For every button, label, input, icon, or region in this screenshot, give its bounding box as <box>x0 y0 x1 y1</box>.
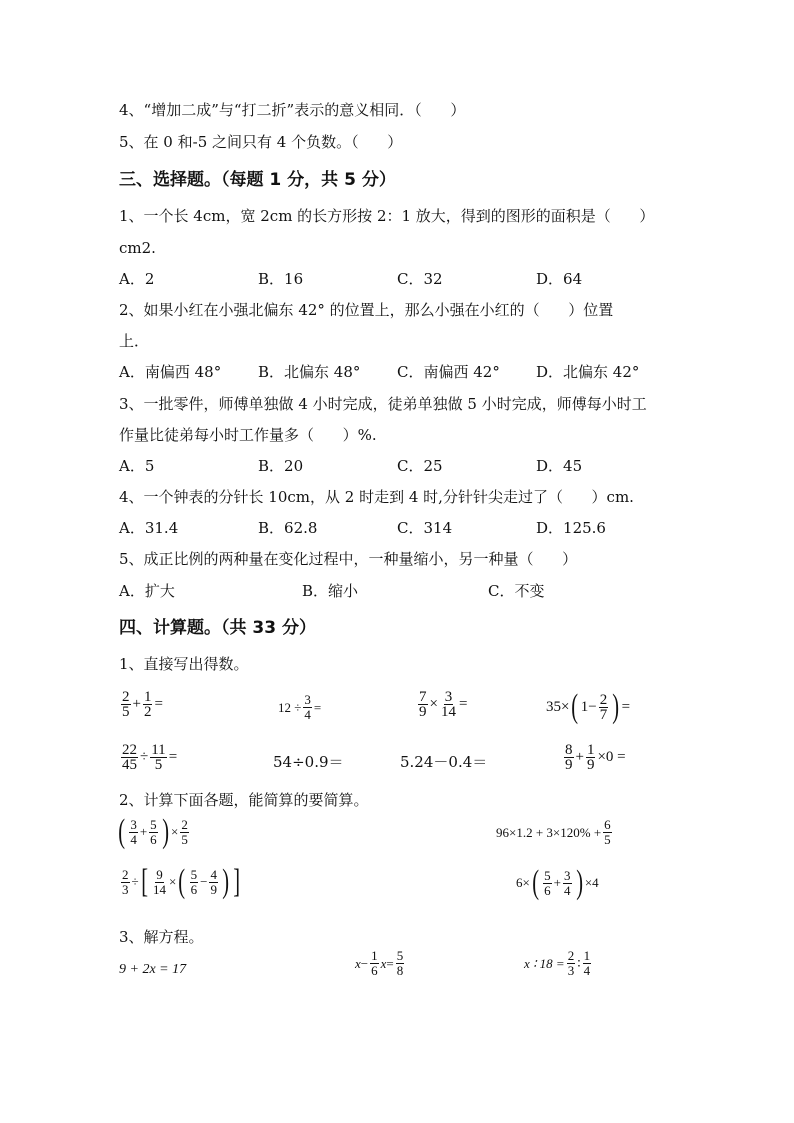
section-title-choice: 三、选择题。（每题 1 分，共 5 分） <box>119 170 396 190</box>
choice-q1-option-d: D．64 <box>536 270 583 288</box>
choice-q2-option-d: D．北偏东 42° <box>536 363 640 381</box>
choice-q4-option-b: B．62.8 <box>258 519 318 537</box>
calc-part2-title: 2、计算下面各题，能简算的要简算。 <box>119 791 369 809</box>
expr-12-div-3-4: 12 ÷ $\frac{3}{4}$ = <box>278 692 322 722</box>
choice-q4-option-c: C．314 <box>397 519 453 537</box>
expr-7-9-times-3-14: $\frac{7}{9}$ × $\frac{3}{14}$ = <box>419 689 468 720</box>
choice-q2-line2: 上． <box>119 332 150 350</box>
choice-q3-line2: 作量比徒弟每小时工作量多（ ）%. <box>119 426 377 444</box>
choice-q4-option-a: A．31.4 <box>119 519 179 537</box>
choice-q1-line1: 1、一个长 4cm，宽 2cm 的长方形按 2：1 放大，得到的图形的面积是（ ） <box>119 207 655 225</box>
choice-q4-line1: 4、一个钟表的分针长 10cm，从 2 时走到 4 时,分针针尖走过了（ ）cm. <box>119 488 634 506</box>
expr-2-5-plus-1-2: $\frac{2}{5}$ + $\frac{1}{2}$ = <box>122 689 163 720</box>
choice-q3-line1: 3、一批零件，师傅单独做 4 小时完成，徒弟单独做 5 小时完成，师傅每小时工 <box>119 395 647 413</box>
choice-q1-option-a: A．2 <box>119 270 155 288</box>
equation-2: x − $\frac{1}{6}$ x = $\frac{5}{8}$ <box>355 948 404 978</box>
expr-35-times-paren: 35× ( 1− $\frac{2}{7}$ ) = <box>546 688 631 725</box>
section-title-calc: 四、计算题。（共 33 分） <box>119 618 316 638</box>
equation-3: x ∶ 18 = $\frac{2}{3}$ ∶ $\frac{1}{4}$ <box>524 948 591 978</box>
choice-q3-option-d: D．45 <box>536 457 583 475</box>
equation-1: 9 + 2x = 17 <box>119 962 187 977</box>
choice-q5-option-a: A．扩大 <box>119 582 175 600</box>
calc-part1-title: 1、直接写出得数。 <box>119 655 249 673</box>
choice-q5-line1: 5、成正比例的两种量在变化过程中，一种量缩小，另一种量（ ） <box>119 550 578 568</box>
expr-paren-3-4-plus-5-6-times-2-5: ( $\frac{3}{4}$ + $\frac{5}{6}$ ) × $\frac{2}{5}$ <box>118 813 188 850</box>
expr-96-times-1-2: 96×1.2 + 3×120% + $\frac{6}{5}$ <box>496 817 611 847</box>
expr-22-45-div-11-5: $\frac{22}{45}$ ÷ $\frac{11}{5}$ = <box>122 742 178 773</box>
choice-q3-option-a: A．5 <box>119 457 155 475</box>
choice-q1-option-c: C．32 <box>397 270 443 288</box>
choice-q1-line2: cm2. <box>119 239 156 257</box>
expr-6-times-paren-times-4: 6× ( $\frac{5}{6}$ + $\frac{3}{4}$ ) ×4 <box>516 864 599 901</box>
expr-8-9-plus-1-9-times-0: $\frac{8}{9}$ + $\frac{1}{9}$ ×0 = <box>565 742 626 773</box>
tf-question-5: 5、在 0 和-5 之间只有 4 个负数。（ ） <box>119 133 403 151</box>
choice-q2-line1: 2、如果小红在小强北偏东 42° 的位置上，那么小强在小红的（ ）位置 <box>119 301 614 319</box>
choice-q5-option-b: B．缩小 <box>302 582 359 600</box>
expr-54-div-0-9: 54÷0.9＝ <box>273 753 344 771</box>
expr-2-3-div-bracket: $\frac{2}{3}$ ÷ [ $\frac{9}{14}$ × ( $\frac{5}{6}$ − $\frac{4}{9}$ ) ] <box>122 863 241 900</box>
choice-q5-option-c: C．不变 <box>488 582 545 600</box>
expr-5-24-minus-0-4: 5.24－0.4＝ <box>400 753 488 771</box>
choice-q3-option-c: C．25 <box>397 457 443 475</box>
choice-q4-option-d: D．125.6 <box>536 519 606 537</box>
choice-q2-option-a: A．南偏西 48° <box>119 363 222 381</box>
choice-q2-option-b: B．北偏东 48° <box>258 363 361 381</box>
calc-part3-title: 3、解方程。 <box>119 928 204 946</box>
choice-q2-option-c: C．南偏西 42° <box>397 363 500 381</box>
choice-q3-option-b: B．20 <box>258 457 304 475</box>
tf-question-4: 4、“增加二成”与“打二折”表示的意义相同．（ ） <box>119 101 466 119</box>
choice-q1-option-b: B．16 <box>258 270 304 288</box>
